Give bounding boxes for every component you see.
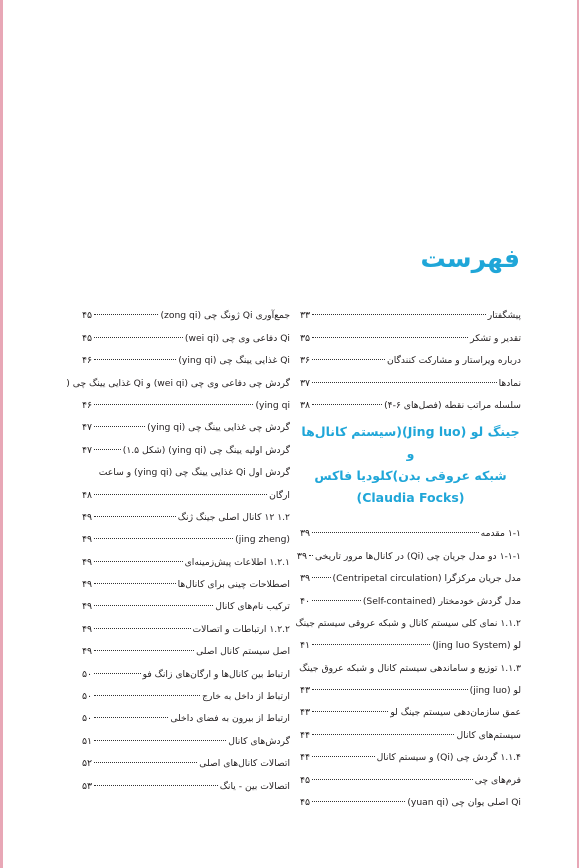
toc-entry-title: ying qi)	[255, 399, 290, 411]
toc-entry-title: گردش اول Qi غذایی یینگ چی (ying qi) و ساعت	[98, 467, 290, 479]
section-heading-line: (Claudia Focks)	[356, 489, 465, 505]
toc-column-right	[295, 299, 521, 809]
page-title: فهرست	[420, 244, 520, 273]
page-border-left	[0, 0, 3, 868]
dot-leader	[312, 689, 468, 690]
front-matter-list	[300, 299, 521, 411]
toc-entry-page: ۴۷	[82, 422, 93, 434]
toc-entry[interactable]	[82, 456, 290, 478]
dot-leader	[94, 561, 183, 562]
toc-entry-title: ارگان	[269, 489, 290, 501]
toc-column-left	[66, 299, 290, 792]
dot-leader	[312, 779, 473, 780]
toc-entry-list	[66, 299, 290, 792]
toc-entry-page: ۴۹	[82, 646, 93, 658]
toc-entry-list	[295, 517, 521, 809]
dot-leader	[312, 404, 382, 405]
toc-entry-title: ترکیب نام‌های کانال	[215, 601, 290, 613]
dot-leader	[94, 650, 194, 651]
toc-entry-title: Qi اصلی یوان چی (yuan qi)	[407, 797, 521, 809]
toc-entry[interactable]	[300, 718, 521, 740]
dot-leader	[312, 756, 374, 757]
toc-entry-page: ۵۳	[82, 780, 93, 792]
toc-entry-title: اصل سیستم کانال اصلی	[196, 646, 290, 658]
toc-entry-page: ۴۹	[82, 534, 93, 546]
toc-entry-title: ۱.۲ ۱۲ کانال اصلی جینگ ژنگ	[177, 511, 290, 523]
toc-entry-title: Qi دفاعی وی چی (wei qi)	[184, 332, 290, 344]
toc-entry[interactable]	[82, 389, 290, 411]
toc-entry[interactable]	[82, 702, 290, 724]
dot-leader	[94, 583, 176, 584]
toc-entry[interactable]	[82, 478, 290, 500]
toc-entry-title: گردش چی دفاعی وی چی (wei qi) و Qi غذایی یینگ چی (	[66, 377, 290, 389]
toc-entry-title: گردش‌های کانال	[228, 735, 290, 747]
section-heading-line: شبکه عروقی بدن)کلودیا فاکس	[314, 467, 507, 483]
toc-entry[interactable]	[300, 584, 521, 606]
dot-leader	[94, 628, 190, 629]
toc-entry[interactable]	[82, 411, 290, 433]
section-heading	[300, 421, 521, 509]
toc-entry-title: ۱-۱ مقدمه	[480, 528, 521, 540]
toc-entry[interactable]	[82, 433, 290, 455]
toc-entry-page: ۴۵	[300, 774, 311, 786]
toc-entry-title: نمادها	[498, 377, 521, 389]
toc-entry[interactable]	[82, 501, 290, 523]
dot-leader	[312, 382, 497, 383]
toc-entry[interactable]	[82, 344, 290, 366]
toc-entry-page: ۳۹	[296, 550, 307, 562]
toc-entry[interactable]	[82, 724, 290, 746]
toc-entry[interactable]	[300, 517, 521, 539]
toc-entry-title: ارتباط از داخل به خارج	[202, 691, 290, 703]
toc-entry-page: ۵۱	[82, 735, 93, 747]
toc-entry-title: ارتباط بین کانال‌ها و ارگان‌های زانگ فو	[142, 668, 290, 680]
dot-leader	[309, 555, 313, 556]
toc-entry-title: فرم‌های چی	[474, 774, 521, 786]
section-heading-line: جینگ لو (Jing luo)(سیستم کانال‌ها و	[301, 423, 520, 461]
toc-entry-title: ۱-۱-۱ دو مدل جریان چی (Qi) در کانال‌ها مرور تاریخی	[314, 550, 521, 562]
dot-leader	[94, 359, 176, 360]
toc-entry[interactable]	[82, 568, 290, 590]
toc-entry[interactable]	[82, 545, 290, 567]
toc-entry[interactable]	[82, 680, 290, 702]
toc-entry-page: ۳۳	[300, 310, 311, 322]
toc-entry[interactable]	[295, 607, 521, 629]
toc-entry[interactable]	[300, 629, 521, 651]
toc-entry-page: ۳۹	[300, 528, 311, 540]
toc-entry[interactable]	[300, 299, 521, 321]
toc-entry-title: لو (jing luo)	[469, 685, 521, 697]
toc-entry-title: سیستم‌های کانال	[456, 729, 521, 741]
toc-entry[interactable]	[82, 612, 290, 634]
dot-leader	[94, 740, 226, 741]
dot-leader	[94, 785, 218, 786]
dot-leader	[94, 695, 200, 696]
dot-leader	[312, 577, 330, 578]
toc-entry[interactable]	[300, 321, 521, 343]
toc-entry-title: درباره ویراستار و مشارکت کنندگان	[387, 355, 521, 367]
toc-entry[interactable]	[300, 562, 521, 584]
toc-entry-page: ۵۰	[82, 691, 93, 703]
toc-entry-page: ۴۹	[82, 601, 93, 613]
toc-entry-title: لو (Jing luo System)	[432, 640, 521, 652]
toc-entry[interactable]	[82, 747, 290, 769]
toc-entry[interactable]	[66, 366, 290, 389]
dot-leader	[312, 711, 388, 712]
toc-entry-title: اتصالات کانال‌های اصلی	[199, 758, 290, 770]
toc-entry[interactable]	[300, 674, 521, 696]
toc-entry-title: اصطلاحات چینی برای کانال‌ها	[177, 579, 290, 591]
toc-entry-title: ۱.۲.۲ ارتباطات و اتصالات	[192, 623, 290, 635]
toc-entry-title: ۱.۲.۱ اطلاعات پیش‌زمینه‌ای	[184, 556, 290, 568]
toc-entry-page: ۴۵	[82, 332, 93, 344]
toc-entry[interactable]	[300, 696, 521, 718]
toc-entry-page: ۳۹	[300, 573, 311, 585]
dot-leader	[94, 762, 197, 763]
toc-entry[interactable]	[300, 786, 521, 808]
toc-entry-title: مدل گردش خودمختار (Self-contained)	[362, 595, 521, 607]
dot-leader	[94, 449, 121, 450]
dot-leader	[312, 600, 361, 601]
toc-entry-page: ۳۸	[300, 399, 311, 411]
toc-entry-page: ۴۴	[300, 729, 311, 741]
toc-entry[interactable]	[82, 635, 290, 657]
toc-entry[interactable]	[300, 389, 521, 411]
toc-entry-page: ۴۰	[300, 595, 311, 607]
toc-entry-page: ۴۱	[300, 640, 311, 652]
toc-entry-page: ۴۷	[82, 444, 93, 456]
toc-entry[interactable]	[300, 366, 521, 388]
toc-entry[interactable]	[82, 657, 290, 679]
toc-entry-page: ۴۳	[300, 685, 311, 697]
dot-leader	[94, 314, 158, 315]
toc-entry-page: ۳۵	[300, 332, 311, 344]
toc-entry[interactable]	[300, 741, 521, 763]
toc-entry-page: ۴۵	[82, 310, 93, 322]
toc-entry-title: ۱.۱.۲ نمای کلی سیستم کانال و شبکه عروقی سیستم جینگ	[295, 617, 521, 629]
dot-leader	[94, 538, 233, 539]
toc-entry-title: اتصالات بین - یانگ	[219, 780, 290, 792]
toc-entry-title: Qi غذایی یینگ چی (ying qi)	[178, 355, 290, 367]
toc-entry-page: ۴۹	[82, 556, 93, 568]
toc-entry-page: ۳۶	[300, 355, 311, 367]
toc-entry-title: مدل جریان مرکزگرا (Centripetal circulation)	[332, 573, 521, 585]
dot-leader	[312, 801, 405, 802]
dot-leader	[312, 644, 430, 645]
toc-entry-title: ۱.۱.۳ توزیع و ساماندهی سیستم کانال و شبکه عروق جینگ	[299, 662, 521, 674]
dot-leader	[312, 734, 454, 735]
toc-entry-page: ۴۹	[82, 579, 93, 591]
dot-leader	[94, 426, 145, 427]
toc-entry-title: سلسله مراتب نقطه (فصل‌های ۶-۴)	[384, 399, 521, 411]
dot-leader	[94, 337, 183, 338]
dot-leader	[94, 494, 267, 495]
toc-entry[interactable]	[296, 539, 521, 562]
toc-entry-title: تقدیر و تشکر	[470, 332, 521, 344]
toc-entry-page: ۳۷	[300, 377, 311, 389]
toc-entry-page: ۴۹	[82, 511, 93, 523]
dot-leader	[94, 404, 253, 405]
dot-leader	[94, 605, 213, 606]
toc-entry-page: ۴۶	[82, 355, 93, 367]
toc-entry-title: عمق سازمان‌دهی سیستم جینگ لو	[390, 707, 521, 719]
toc-entry-page: ۴۵	[300, 797, 311, 809]
toc-entry-title: گردش چی غذایی یینگ چی (ying qi)	[147, 422, 290, 434]
toc-entry-page: ۵۰	[82, 713, 93, 725]
dot-leader	[312, 532, 479, 533]
toc-entry[interactable]	[300, 763, 521, 785]
toc-entry-page: ۴۶	[82, 399, 93, 411]
toc-entry-title: ارتباط از بیرون به فضای داخلی	[170, 713, 290, 725]
toc-entry[interactable]	[82, 523, 290, 545]
toc-entry-title: پیشگفتار	[487, 310, 521, 322]
toc-entry-page: ۴۴	[300, 752, 311, 764]
toc-entry-page: ۴۳	[300, 707, 311, 719]
toc-entry-page: ۴۹	[82, 623, 93, 635]
dot-leader	[312, 337, 468, 338]
toc-entry-title: (jing zheng)	[235, 534, 290, 546]
toc-entry-title: گردش اولیه یینگ چی (ying qi) (شکل ۱.۵)	[122, 444, 290, 456]
toc-entry-title: جمع‌آوری Qi ژونگ چی (zong qi)	[160, 310, 290, 322]
dot-leader	[312, 314, 486, 315]
toc-entry[interactable]	[300, 344, 521, 366]
dot-leader	[94, 516, 176, 517]
toc-entry-title: ۱.۱.۴ گردش چی (Qi) و سیستم کانال	[376, 752, 521, 764]
toc-entry-page: ۴۸	[82, 489, 93, 501]
dot-leader	[94, 717, 168, 718]
toc-entry-page: ۵۲	[82, 758, 93, 770]
dot-leader	[94, 673, 141, 674]
toc-entry[interactable]	[82, 590, 290, 612]
toc-entry[interactable]	[82, 769, 290, 791]
dot-leader	[312, 359, 385, 360]
toc-entry[interactable]	[82, 321, 290, 343]
toc-entry[interactable]	[82, 299, 290, 321]
toc-entry-page: ۵۰	[82, 668, 93, 680]
toc-entry[interactable]	[300, 651, 521, 673]
